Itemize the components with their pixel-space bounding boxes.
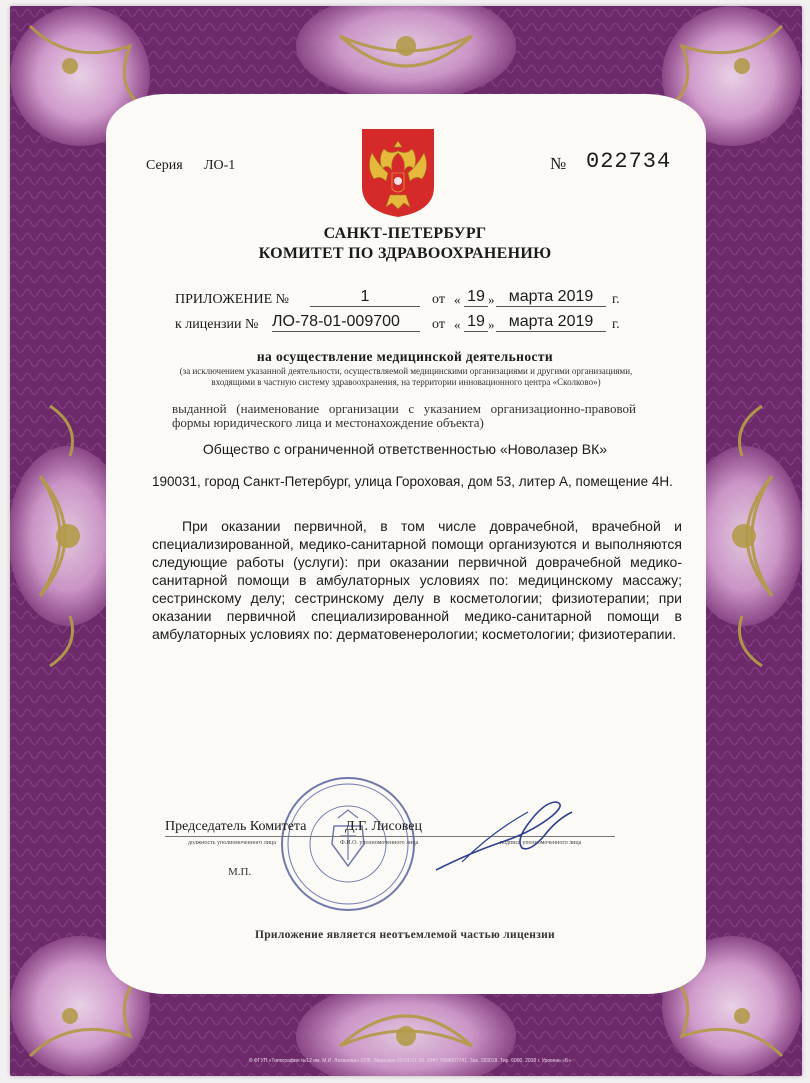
license-quote-close: »: [488, 317, 495, 332]
committee-heading: КОМИТЕТ ПО ЗДРАВООХРАНЕНИЮ: [258, 245, 552, 262]
printer-line: © ФГУП «Типография №12 им. М.И. Лоханова» СПб. Лицензия 03-01-01-10. ИНН 7804007741. Зак. 183018. Тир. 6000. 2018 г. Уровень «Б»: [248, 1058, 572, 1064]
license-month-year: марта 2019: [496, 313, 606, 332]
appendix-quote-open: «: [454, 292, 461, 307]
license-year-suffix: г.: [612, 317, 620, 332]
appendix-year-suffix: г.: [612, 292, 620, 307]
appendix-quote-close: »: [488, 292, 495, 307]
services-block: [152, 517, 682, 643]
license-quote-open: «: [454, 317, 461, 332]
license-number: ЛО-78-01-009700: [272, 313, 420, 332]
activity-note: (за исключением указанной деятельности, осуществляемой медицинскими организациями и другими организациями, входящими в частную систему здравоохранения, на территории инновационного центра «Сколково»): [179, 366, 633, 387]
issued-note: выданной (наименование организации с указанием организационно-правовой формы юридического лица и местонахождение объекта): [172, 401, 636, 430]
license-label: к лицензии №: [175, 317, 259, 332]
coat-of-arms-icon: [360, 127, 436, 219]
license-from: от: [432, 317, 445, 332]
caption-name: Ф.И.О. уполномоченного лица: [340, 840, 419, 846]
document-number: 022734: [586, 149, 672, 174]
footer-note: Приложение является неотъемлемой частью лицензии: [254, 929, 555, 941]
activity-title: на осуществление медицинской деятельности: [256, 349, 554, 364]
appendix-label: ПРИЛОЖЕНИЕ №: [175, 292, 289, 307]
appendix-month-year: марта 2019: [496, 288, 606, 307]
signatory-name: Д.Г. Лисовец: [345, 819, 422, 834]
caption-position: должность уполномоченного лица: [188, 840, 276, 846]
series-value: ЛО-1: [204, 158, 236, 173]
seal-placeholder-label: М.П.: [228, 866, 252, 878]
signature-mark: [432, 792, 582, 878]
city-heading: САНКТ-ПЕТЕРБУРГ: [323, 225, 487, 242]
services-text: При оказании первичной, в том числе доврачебной, врачебной и специализированной, медико-санитарной помощи организуются и выполняются следующие работы (услуги): при оказании первичной доврачебной медико-санитарной помощи в амбулаторных условиях по: медицинскому массажу; сестринскому делу; сестринскому делу в косметологии; физиотерапии; при оказании первичной специализированной медико-санитарной помощи в амбулаторных условиях по: дерматовенерологии; косметологии; физиотерапии.: [152, 518, 682, 642]
organization-address: 190031, город Санкт-Петербург, улица Гороховая, дом 53, литер А, помещение 4Н.: [152, 474, 673, 489]
organization-name: Общество с ограниченной ответственностью «Новолазер ВК»: [202, 441, 608, 457]
license-day: 19: [464, 313, 488, 332]
number-sign: №: [550, 154, 567, 173]
caption-signature: подпись уполномоченного лица: [500, 840, 582, 846]
appendix-number: 1: [310, 288, 420, 307]
appendix-day: 19: [464, 288, 488, 307]
appendix-from: от: [432, 292, 445, 307]
signatory-position: Председатель Комитета: [165, 819, 307, 834]
series-label: Серия: [146, 158, 183, 173]
